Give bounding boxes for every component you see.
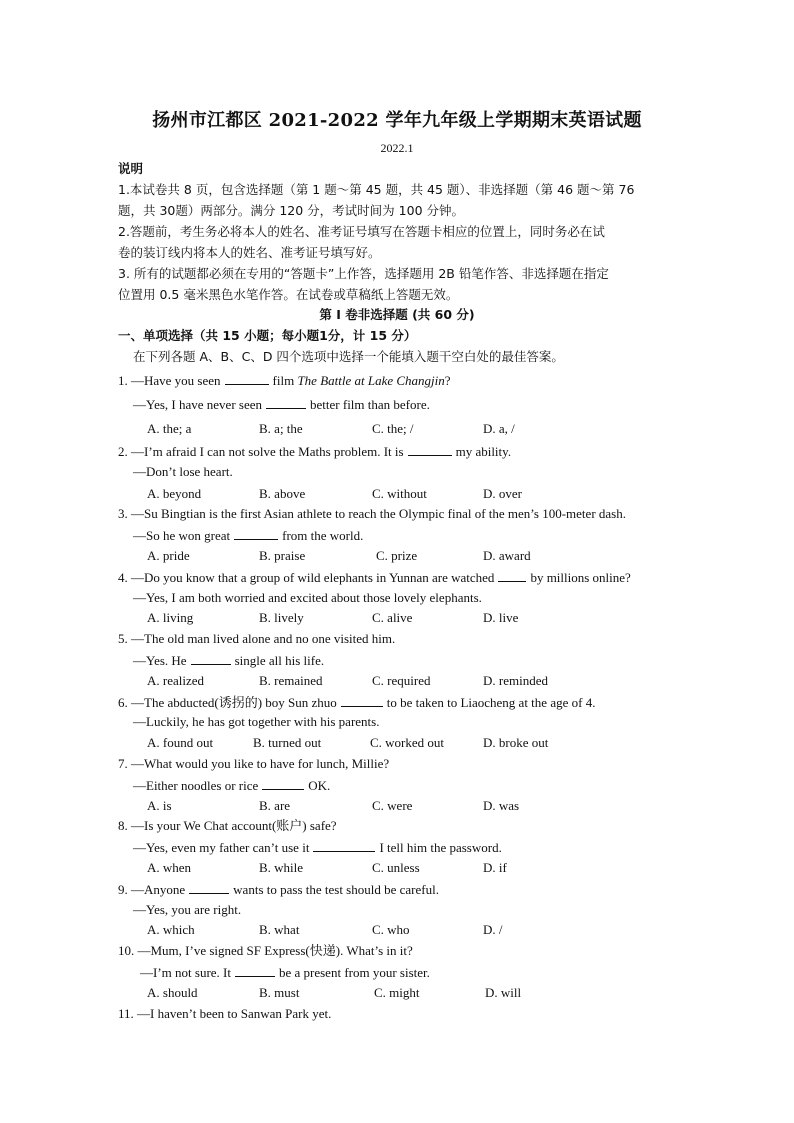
option-c: C. unless bbox=[372, 860, 420, 875]
answer-blank bbox=[191, 652, 231, 665]
question-response: —Either noodles or rice OK. bbox=[133, 778, 331, 793]
option-c: C. were bbox=[372, 798, 413, 813]
instruction-line: 题，共 30题）两部分。满分 120 分，考试时间为 100 分钟。 bbox=[118, 203, 464, 218]
instruction-line: 位置用 0.5 毫米黑色水笔作答。在试卷或草稿纸上答题无效。 bbox=[118, 287, 459, 302]
answer-blank bbox=[262, 777, 304, 790]
answer-blank bbox=[313, 839, 375, 852]
question-response: —So he won great from the world. bbox=[133, 528, 364, 543]
option-b: B. are bbox=[259, 798, 291, 813]
answer-blank bbox=[225, 372, 269, 385]
option-a: A. when bbox=[147, 860, 192, 875]
instructions-heading: 说明 bbox=[118, 161, 144, 176]
question-stem: 1. —Have you seen film The Battle at Lake Changjin? bbox=[118, 373, 451, 388]
question-response: —Yes, I am both worried and excited about those lovely elephants. bbox=[133, 590, 482, 605]
question-response: —Yes, even my father can’t use it I tell him the password. bbox=[133, 840, 502, 855]
option-d: D. award bbox=[483, 548, 531, 563]
instruction-line: 1.本试卷共 8 页，包含选择题（第 1 题～第 45 题，共 45 题）、非选择题（第 46 题～第 76 bbox=[118, 182, 635, 197]
option-d: D. a, / bbox=[483, 421, 515, 436]
option-d: D. over bbox=[483, 486, 522, 501]
part-title: 一、单项选择（共 15 小题；每小题1分，计 15 分） bbox=[118, 328, 417, 343]
option-a: A. which bbox=[147, 922, 195, 937]
option-d: D. / bbox=[483, 922, 503, 937]
option-b: B. while bbox=[259, 860, 304, 875]
option-d: D. will bbox=[485, 985, 522, 1000]
question-stem: 4. —Do you know that a group of wild elephants in Yunnan are watched by millions online? bbox=[118, 570, 631, 585]
option-d: D. broke out bbox=[483, 735, 549, 750]
question-response: —Yes, you are right. bbox=[133, 902, 242, 917]
option-b: B. lively bbox=[259, 610, 304, 625]
question-response: —Yes. He single all his life. bbox=[133, 653, 325, 668]
option-b: B. remained bbox=[259, 673, 323, 688]
option-a: A. the; a bbox=[147, 421, 192, 436]
option-b: B. turned out bbox=[253, 735, 322, 750]
option-c: C. alive bbox=[372, 610, 413, 625]
option-a: A. living bbox=[147, 610, 194, 625]
answer-blank bbox=[408, 443, 452, 456]
question-stem: 8. —Is your We Chat account(账户) safe? bbox=[118, 818, 337, 833]
question-response: —I’m not sure. It be a present from your sister. bbox=[140, 965, 430, 980]
instruction-line: 卷的装订线内将本人的姓名、准考证号填写好。 bbox=[118, 245, 381, 260]
option-d: D. reminded bbox=[483, 673, 548, 688]
instruction-line: 2.答题前，考生务必将本人的姓名、准考证号填写在答题卡相应的位置上，同时务必在试 bbox=[118, 224, 605, 239]
question-stem: 2. —I’m afraid I can not solve the Maths problem. It is my ability. bbox=[118, 444, 512, 459]
answer-blank bbox=[266, 396, 306, 409]
exam-date: 2022.1 bbox=[380, 141, 414, 155]
instruction-line: 3. 所有的试题都必须在专用的“答题卡”上作答，选择题用 2B 铅笔作答、非选择题在指定 bbox=[118, 266, 609, 281]
question-stem: 5. —The old man lived alone and no one visited him. bbox=[118, 631, 396, 646]
option-b: B. must bbox=[259, 985, 300, 1000]
answer-blank bbox=[341, 694, 383, 707]
option-c: C. the; / bbox=[372, 421, 414, 436]
option-c: C. required bbox=[372, 673, 431, 688]
option-b: B. what bbox=[259, 922, 300, 937]
question-stem: 11. —I haven’t been to Sanwan Park yet. bbox=[118, 1006, 332, 1021]
option-c: C. worked out bbox=[370, 735, 445, 750]
question-response: —Don’t lose heart. bbox=[133, 464, 233, 479]
exam-title: 扬州市江都区 2021-2022 学年九年级上学期期末英语试题 bbox=[152, 110, 642, 131]
volume-title: 第 I 卷非选择题 (共 60 分) bbox=[319, 307, 475, 322]
answer-blank bbox=[498, 569, 526, 582]
option-d: D. if bbox=[483, 860, 507, 875]
question-response: —Luckily, he has got together with his parents. bbox=[133, 714, 380, 729]
option-c: C. might bbox=[374, 985, 420, 1000]
option-b: B. above bbox=[259, 486, 306, 501]
option-d: D. live bbox=[483, 610, 519, 625]
question-stem: 10. —Mum, I’ve signed SF Express(快递). What’s in it? bbox=[118, 943, 413, 958]
question-stem: 6. —The abducted(诱拐的) boy Sun zhuo to be taken to Liaocheng at the age of 4. bbox=[118, 695, 596, 710]
answer-blank bbox=[234, 527, 278, 540]
answer-blank bbox=[235, 964, 275, 977]
question-response: —Yes, I have never seen better film than before. bbox=[133, 397, 430, 412]
option-b: B. praise bbox=[259, 548, 306, 563]
option-a: A. found out bbox=[147, 735, 214, 750]
question-stem: 9. —Anyone wants to pass the test should be careful. bbox=[118, 882, 439, 897]
option-a: A. realized bbox=[147, 673, 205, 688]
option-a: A. should bbox=[147, 985, 198, 1000]
option-c: C. who bbox=[372, 922, 410, 937]
option-d: D. was bbox=[483, 798, 520, 813]
option-a: A. pride bbox=[147, 548, 190, 563]
question-stem: 3. —Su Bingtian is the first Asian athlete to reach the Olympic final of the men’s 100-meter dash. bbox=[118, 506, 626, 521]
question-stem: 7. —What would you like to have for lunch, Millie? bbox=[118, 756, 390, 771]
option-c: C. without bbox=[372, 486, 427, 501]
option-a: A. is bbox=[147, 798, 172, 813]
option-b: B. a; the bbox=[259, 421, 303, 436]
option-a: A. beyond bbox=[147, 486, 202, 501]
answer-blank bbox=[189, 881, 229, 894]
option-c: C. prize bbox=[376, 548, 418, 563]
part-directions: 在下列各题 A、B、C、D 四个选项中选择一个能填入题干空白处的最佳答案。 bbox=[133, 349, 564, 364]
